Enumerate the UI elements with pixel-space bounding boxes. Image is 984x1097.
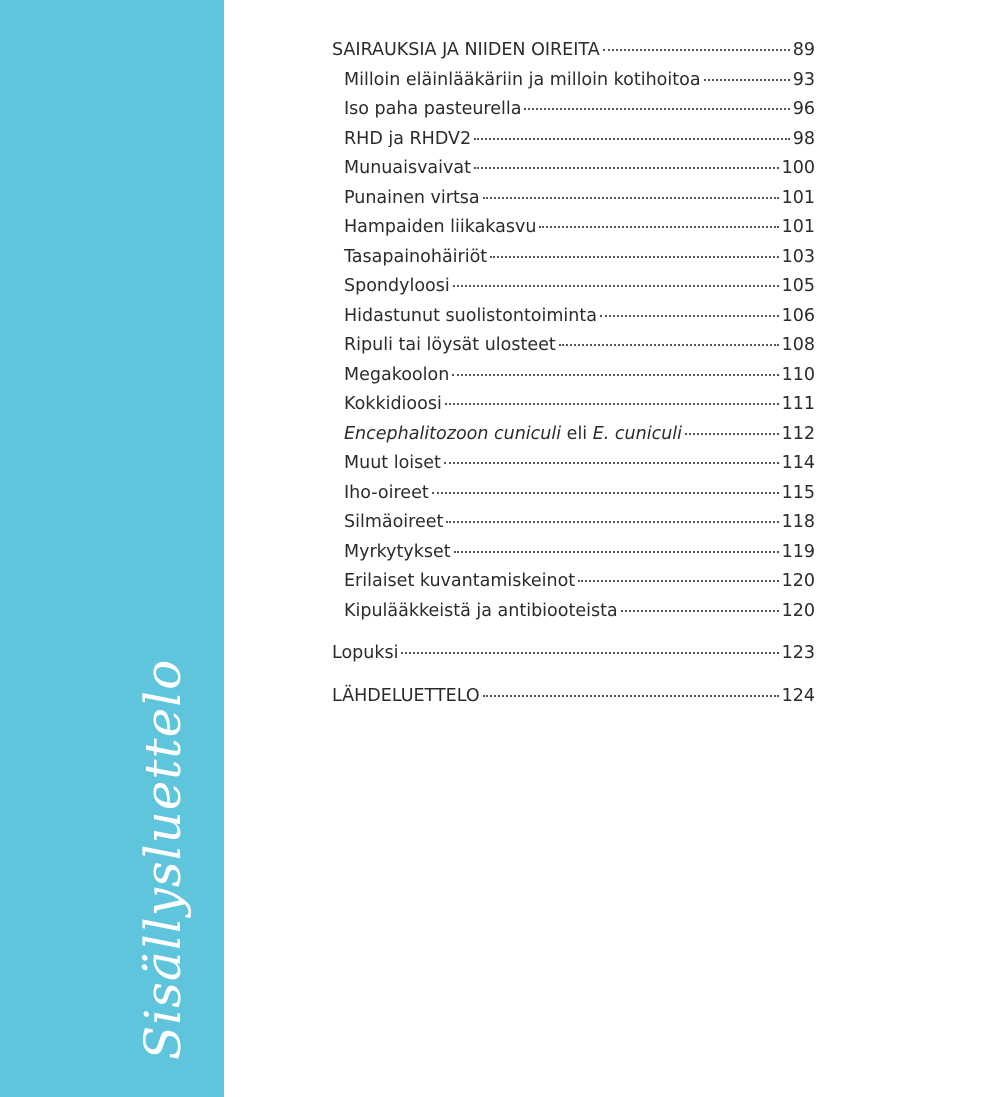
dot-leader (432, 492, 779, 494)
toc-entry-page: 105 (781, 276, 815, 296)
dot-leader (401, 652, 778, 654)
toc-entry-title: Spondyloosi (344, 276, 450, 296)
toc-entry-title: Iso paha pasteurella (344, 99, 522, 119)
toc-entry-page: 101 (781, 187, 815, 208)
dot-leader (490, 256, 778, 258)
toc-entry-page: 110 (781, 364, 815, 385)
toc-entry-page: 124 (781, 685, 815, 706)
toc-entry-page: 112 (781, 423, 815, 444)
toc-entry-title: Lopuksi (332, 643, 399, 663)
dot-leader (453, 285, 779, 287)
dot-leader (603, 49, 790, 51)
dot-leader (704, 79, 790, 81)
toc-entry-page: 106 (781, 305, 815, 326)
toc-entry (332, 36, 815, 66)
toc-entry (332, 449, 815, 479)
dot-leader (600, 315, 779, 317)
toc-entry (332, 95, 815, 125)
toc-entry-title: Iho-oireet (344, 482, 429, 503)
toc-entry-title: Myrkytykset (344, 541, 451, 562)
toc-entry (332, 331, 815, 361)
toc-entry (332, 682, 815, 712)
toc-entry-title (344, 420, 682, 450)
dot-leader (446, 521, 778, 523)
toc-entry-page: 93 (792, 69, 815, 90)
dot-leader (452, 374, 778, 376)
toc-entry-page: 111 (781, 394, 815, 414)
dot-leader (483, 197, 779, 199)
toc-entry-title: Erilaiset kuvantamiskeinot (344, 571, 576, 591)
dot-leader (559, 344, 779, 346)
toc-entry (332, 125, 815, 147)
toc-entry (332, 597, 815, 627)
side-color-band (0, 0, 224, 1097)
toc-entry (332, 479, 815, 509)
species-abbrev: E. cuniculi (592, 423, 683, 444)
dot-leader (483, 695, 779, 697)
toc-entry (332, 567, 815, 597)
toc-entry-page: 120 (781, 571, 815, 591)
toc-entry (332, 272, 815, 302)
dot-leader (474, 167, 779, 169)
toc-entry (332, 420, 815, 450)
toc-entry-title: Silmäoireet (344, 512, 444, 532)
toc-entry-page: 118 (781, 512, 815, 532)
dot-leader (444, 462, 779, 464)
toc-entry-page: 103 (781, 246, 815, 267)
toc-entry-title: LÄHDELUETTELO (332, 685, 480, 706)
toc-entry-title: Milloin eläinlääkäriin ja milloin kotihoitoa (344, 69, 701, 90)
toc-entry-title: Kokkidioosi (344, 394, 442, 414)
toc-entry-page: 120 (781, 600, 815, 621)
toc-entry-title: Tasapainohäiriöt (344, 246, 488, 267)
toc-entry-page: 114 (781, 453, 815, 473)
toc-entry-title: Hidastunut suolistontoiminta (344, 305, 597, 326)
toc-entry-page: 108 (781, 335, 815, 355)
toc-entry-title: Megakoolon (344, 364, 450, 385)
toc-entry-page: 101 (781, 217, 815, 237)
toc-entry-title: Punainen virtsa (344, 187, 480, 208)
toc-entry-page: 115 (781, 482, 815, 503)
toc-entry-title: Ripuli tai löysät ulosteet (344, 335, 556, 355)
toc-entry (332, 66, 815, 96)
title-connector: eli (561, 423, 593, 444)
toc-entry-title: RHD ja RHDV2 (344, 128, 472, 147)
table-of-contents (332, 36, 815, 711)
side-title: Sisällysluettelo (134, 658, 192, 1060)
toc-entry-page: 89 (792, 40, 815, 60)
toc-entry (332, 243, 815, 273)
toc-entry-title: Hampaiden liikakasvu (344, 217, 537, 237)
toc-entry (332, 184, 815, 214)
toc-entry (332, 213, 815, 243)
toc-entry-page: 123 (781, 643, 815, 663)
toc-entry-title: Munuaisvaivat (344, 158, 471, 178)
species-name: Encephalitozoon cuniculi (344, 423, 562, 444)
toc-entry-page: 100 (781, 158, 815, 178)
toc-entry-page: 119 (781, 541, 815, 562)
toc-entry (332, 361, 815, 391)
dot-leader (539, 226, 778, 228)
toc-entry-page: 98 (792, 128, 815, 147)
toc-entry-title: Muut loiset (344, 453, 441, 473)
dot-leader (445, 403, 779, 405)
toc-entry (332, 639, 815, 669)
dot-leader (621, 610, 779, 612)
dot-leader (685, 433, 779, 435)
toc-entry-title: Kipulääkkeistä ja antibiooteista (344, 600, 618, 621)
toc-entry-title: SAIRAUKSIA JA NIIDEN OIREITA (332, 40, 600, 60)
toc-entry-page: 96 (792, 99, 815, 119)
dot-leader (524, 108, 789, 110)
toc-entry (332, 302, 815, 332)
toc-entry (332, 154, 815, 184)
toc-entry (332, 538, 815, 568)
toc-entry (332, 390, 815, 420)
dot-leader (474, 138, 790, 140)
dot-leader (578, 580, 778, 582)
dot-leader (454, 551, 779, 553)
toc-entry (332, 508, 815, 538)
